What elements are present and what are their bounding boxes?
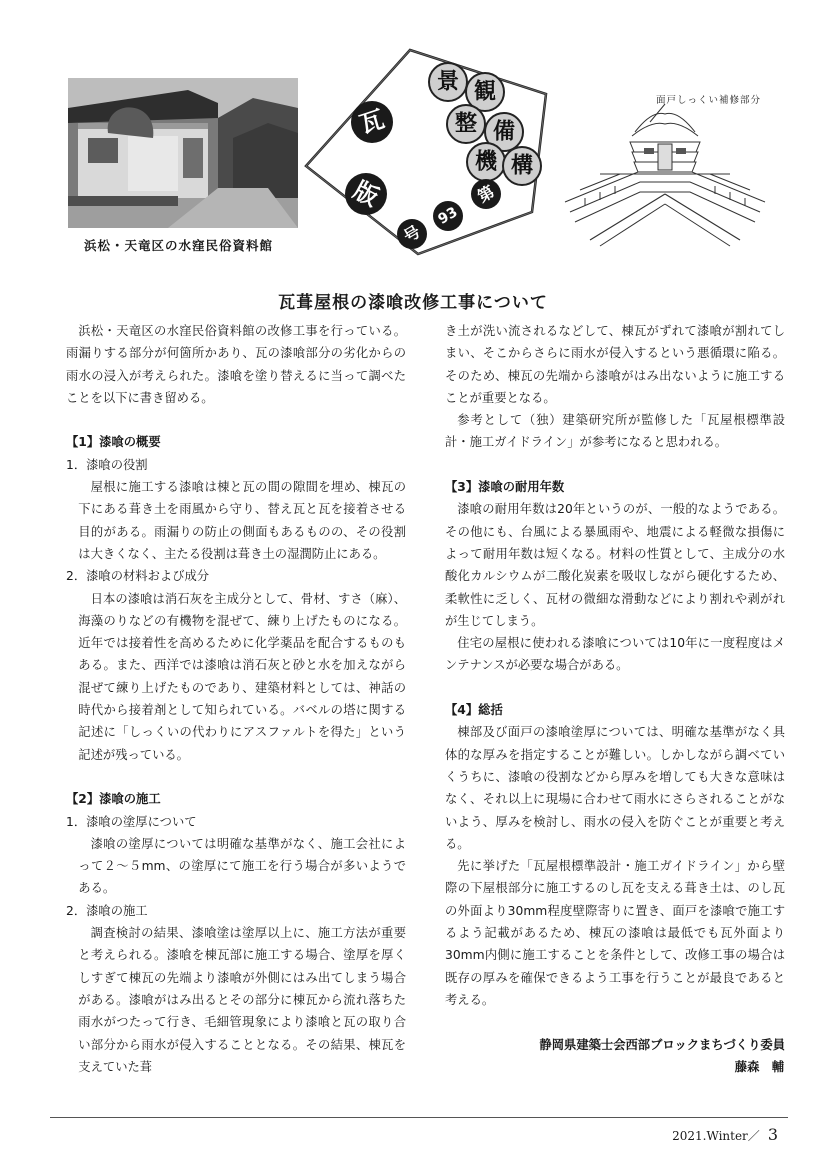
logo-char-93: 93 [435,204,461,228]
left-column [66,320,406,1078]
section-2-item-1-title: 1．漆喰の塗厚について [66,814,197,829]
author-name: 藤森 輔 [734,1059,784,1074]
section-1-item-2-title: 2．漆喰の材料および成分 [66,569,210,584]
section-1-item-2-body: 日本の漆喰は消石灰を主成分として、骨材、すさ（麻）、海藻のりなどの有機物を混ぜて、練り上げたものになる。近年では接着性を高めるために化学薬品を配合するものもある。また、西洋では漆喰は消石灰と砂と水を加えながら混ぜて練り上げたものであり、建築材料としては、神話の時代から接着剤として知られている。バベルの塔に関する記述に「しっくいの代わりにアスファルトを得た」という記述が残っている。 [78,591,406,762]
section-1-item-1-body: 屋根に施工する漆喰は棟と瓦の間の隙間を埋め、棟瓦の下にある葺き土を雨風から守り、替え瓦と瓦を接着させる目的がある。雨漏りの防止の側面もあるものの、その役割は大きくなく、主たる役割は葺き土の湿潤防止にある。 [78,480,406,561]
section-3-heading: 【3】漆喰の耐用年数 [445,480,565,495]
issue-label: 2021.Winter／ [672,1129,760,1143]
section-4-paragraph-2: 先に挙げた「瓦屋根標準設計・施工ガイドライン」から壁際の下屋根部分に施工するのし瓦を支える葺き土は、のし瓦の外面より30mm程度壁際寄りに置き、面戸を漆喰で施工するよう記載があるため、棟瓦の漆喰は最低でも瓦外面より30mm内側に施工することを条件として、改修工事の場合は既存の厚みを確保できるよう工事を行うことが最良であると考える。 [445,859,785,1007]
footer-rule [50,1117,788,1118]
section-2-reference: 参考として（独）建築研究所が監修した「瓦屋根標準設計・施工ガイドライン」が参考になると思われる。 [445,413,785,450]
logo-char-bi: 備 [492,119,516,145]
page-number: 3 [767,1125,778,1144]
section-4-heading: 【4】総括 [445,703,503,718]
logo-char-kan: 観 [473,79,497,105]
diagram-label: 面戸しっくい補修部分 [656,95,762,106]
museum-photo [68,78,298,228]
logo-char-ki: 機 [474,149,498,175]
intro-paragraph: 浜松・天竜区の水窪民俗資料館の改修工事を行っている。雨漏りする部分が何箇所かあり、瓦の漆喰部分の劣化からの雨水の浸入が考えられた。漆喰を塗り替えるに当って調べたことを以下に書き留める。 [66,324,406,405]
section-1-heading: 【1】漆喰の概要 [66,435,161,450]
article-title: 瓦葺屋根の漆喰改修工事について [278,293,548,313]
footer [672,1125,778,1144]
section-2-item-1-body: 漆喰の塗厚については明確な基準がなく、施工会社によって２～５mm、の塗厚にて施工を行う場合が多いようである。 [78,836,406,896]
photo-caption: 浜松・天竜区の水窪民俗資料館 [84,238,274,253]
roof-ridge-diagram [560,90,770,250]
section-3-paragraph-2: 住宅の屋根に使われる漆喰については10年に一度程度はメンテナンスが必要な場合がある。 [445,636,785,673]
logo-char-ban: 版 [348,176,384,212]
logo-char-kawara: 瓦 [356,104,388,140]
section-2-item-2-title: 2．漆喰の施工 [66,903,148,918]
section-3-paragraph-1: 漆喰の耐用年数は20年というのが、一般的なようである。その他にも、台風による暴風雨や、地震による軽微な損傷によって耐用年数は短くなる。材料の性質として、主成分の水酸化カルシウムが二酸化炭素を吸収しながら硬化するため、柔軟性に乏しく、瓦材の微細な滑動などにより割れや剥がれが生じてしまう。 [445,502,785,628]
logo-char-gou: 号 [400,221,424,247]
section-2-item-2-continued: き土が洗い流されるなどして、棟瓦がずれて漆喰が割れてしまい、そこからさらに雨水が侵入するという悪循環に陥る。そのため、棟瓦の先端から漆喰がはみ出ないように施工することが重要となる。 [445,324,785,405]
logo-char-kei: 景 [436,69,460,95]
logo-char-sei: 整 [454,111,478,137]
logo-char-kou: 構 [510,153,534,179]
section-1-item-1-title: 1．漆喰の役割 [66,457,148,472]
section-4-paragraph-1: 棟部及び面戸の漆喰塗厚については、明確な基準がなく具体的な厚みを指定することが難しい。しかしながら調べていくうちに、漆喰の役割などから厚みを増しても大きな意味はなく、それ以上に現場に合わせて雨水にさらされることがないよう、厚みを検討し、雨水の侵入を防ぐことが重要と考える。 [445,725,785,851]
section-2-heading: 【2】漆喰の施工 [66,792,161,807]
section-2-item-2-body: 調査検討の結果、漆喰塗は塗厚以上に、施工方法が重要と考えられる。漆喰を棟瓦部に施工する場合、塗厚を厚くしすぎて棟瓦の先端より漆喰が外側にはみ出てしまう場合がある。漆喰がはみ出るとその部分に棟瓦から流れ落ちた雨水がつたって行き、毛細管現象により漆喰と瓦の取り合い部分から雨水が侵入することとなる。その結果、棟瓦を支えていた葺 [78,926,406,1074]
right-column [445,320,785,1078]
author-organization: 静岡県建築士会西部ブロックまちづくり委員 [539,1037,785,1052]
logo-char-dai: 第 [474,181,498,207]
kawaraban-logo [300,44,552,260]
